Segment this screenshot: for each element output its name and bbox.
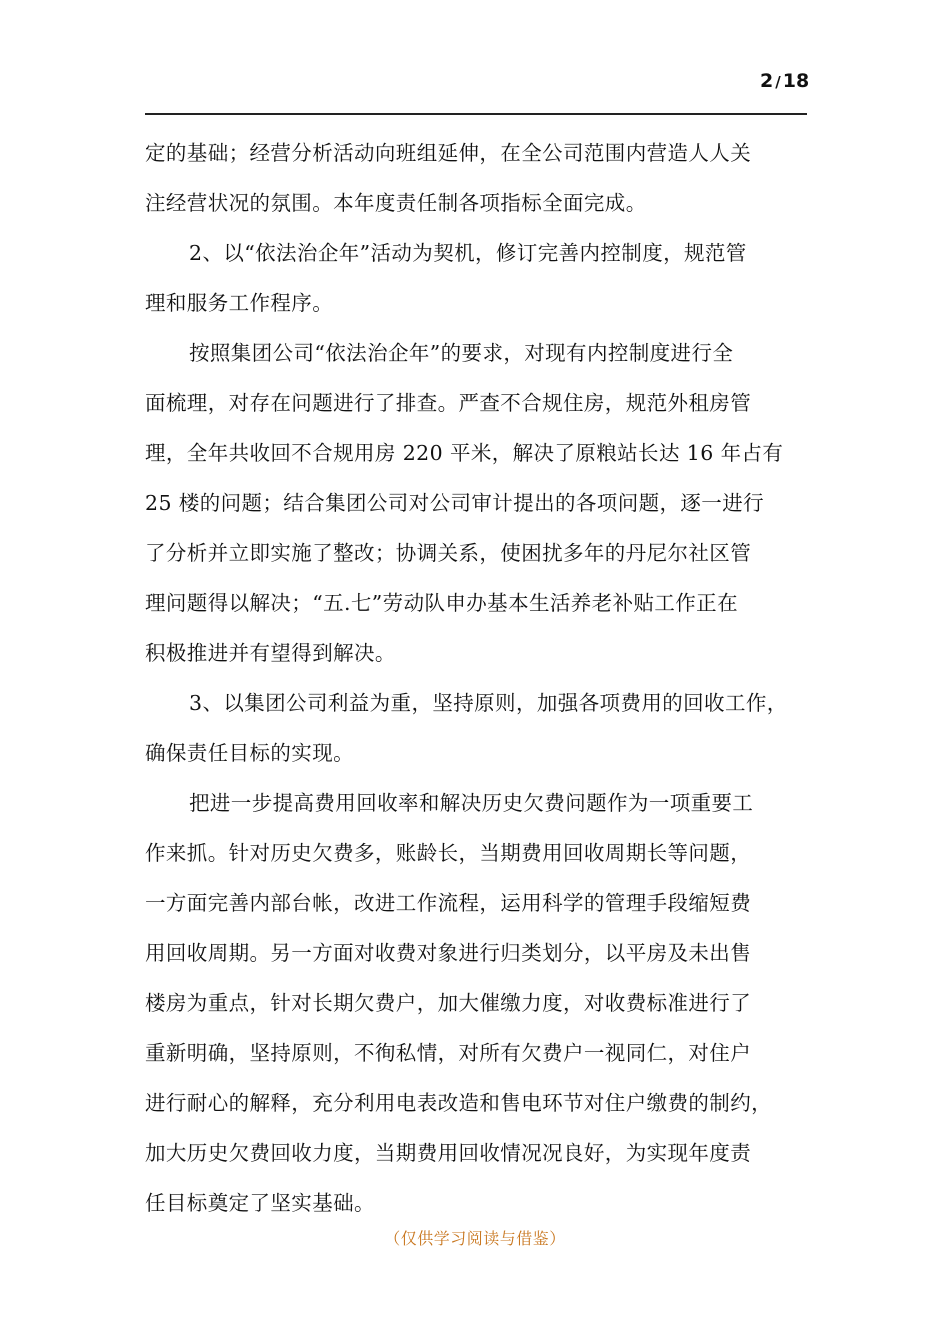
page-total: 18 <box>782 70 810 92</box>
text-line: 加大历史欠费回收力度，当期费用回收情况况良好，为实现年度责 <box>145 1141 752 1165</box>
page-current: 2 <box>760 70 774 92</box>
text-line: 理，全年共收回不合规用房 220 平米，解决了原粮站长达 16 年占有 <box>145 441 784 465</box>
text-line: 面梳理，对存在问题进行了排查。严查不合规住房，规范外租房管 <box>145 391 752 415</box>
section-heading-line: 3、以集团公司利益为重，坚持原则，加强各项费用的回收工作， <box>189 691 788 715</box>
text-line: 了分析并立即实施了整改；协调关系，使困扰多年的丹尼尔社区管 <box>145 541 752 565</box>
page-number <box>760 70 809 92</box>
text-line: 一方面完善内部台帐，改进工作流程，运用科学的管理手段缩短费 <box>145 891 752 915</box>
text-line: 积极推进并有望得到解决。 <box>145 641 396 665</box>
paragraph-start-line: 按照集团公司“依法治企年”的要求，对现有内控制度进行全 <box>189 341 734 365</box>
section-heading-line: 2、以“依法治企年”活动为契机，修订完善内控制度，规范管 <box>189 241 747 265</box>
text-line: 定的基础；经营分析活动向班组延伸，在全公司范围内营造人人关 <box>145 141 752 165</box>
text-line: 理问题得以解决；“五.七”劳动队申办基本生活养老补贴工作正在 <box>145 591 738 615</box>
text-line: 重新明确，坚持原则，不徇私情，对所有欠费户一视同仁，对住户 <box>145 1041 752 1065</box>
section-heading-line: 确保责任目标的实现。 <box>145 741 354 765</box>
page-separator: / <box>775 73 781 91</box>
text-line: 作来抓。针对历史欠费多，账龄长，当期费用回收周期长等问题， <box>145 841 752 865</box>
text-line: 注经营状况的氛围。本年度责任制各项指标全面完成。 <box>145 191 647 215</box>
text-line: 任目标奠定了坚实基础。 <box>145 1191 375 1215</box>
footer-disclaimer: （仅供学习阅读与借鉴） <box>384 1229 566 1248</box>
text-line: 楼房为重点，针对长期欠费户，加大催缴力度，对收费标准进行了 <box>145 991 752 1015</box>
header-divider <box>145 113 807 115</box>
text-line: 25 楼的问题；结合集团公司对公司审计提出的各项问题，逐一进行 <box>145 491 764 515</box>
section-heading-line: 理和服务工作程序。 <box>145 291 334 315</box>
text-line: 用回收周期。另一方面对收费对象进行归类划分，以平房及未出售 <box>145 941 752 965</box>
paragraph-start-line: 把进一步提高费用回收率和解决历史欠费问题作为一项重要工 <box>189 791 754 815</box>
document-body <box>145 128 817 1228</box>
text-line: 进行耐心的解释，充分利用电表改造和售电环节对住户缴费的制约， <box>145 1091 772 1115</box>
